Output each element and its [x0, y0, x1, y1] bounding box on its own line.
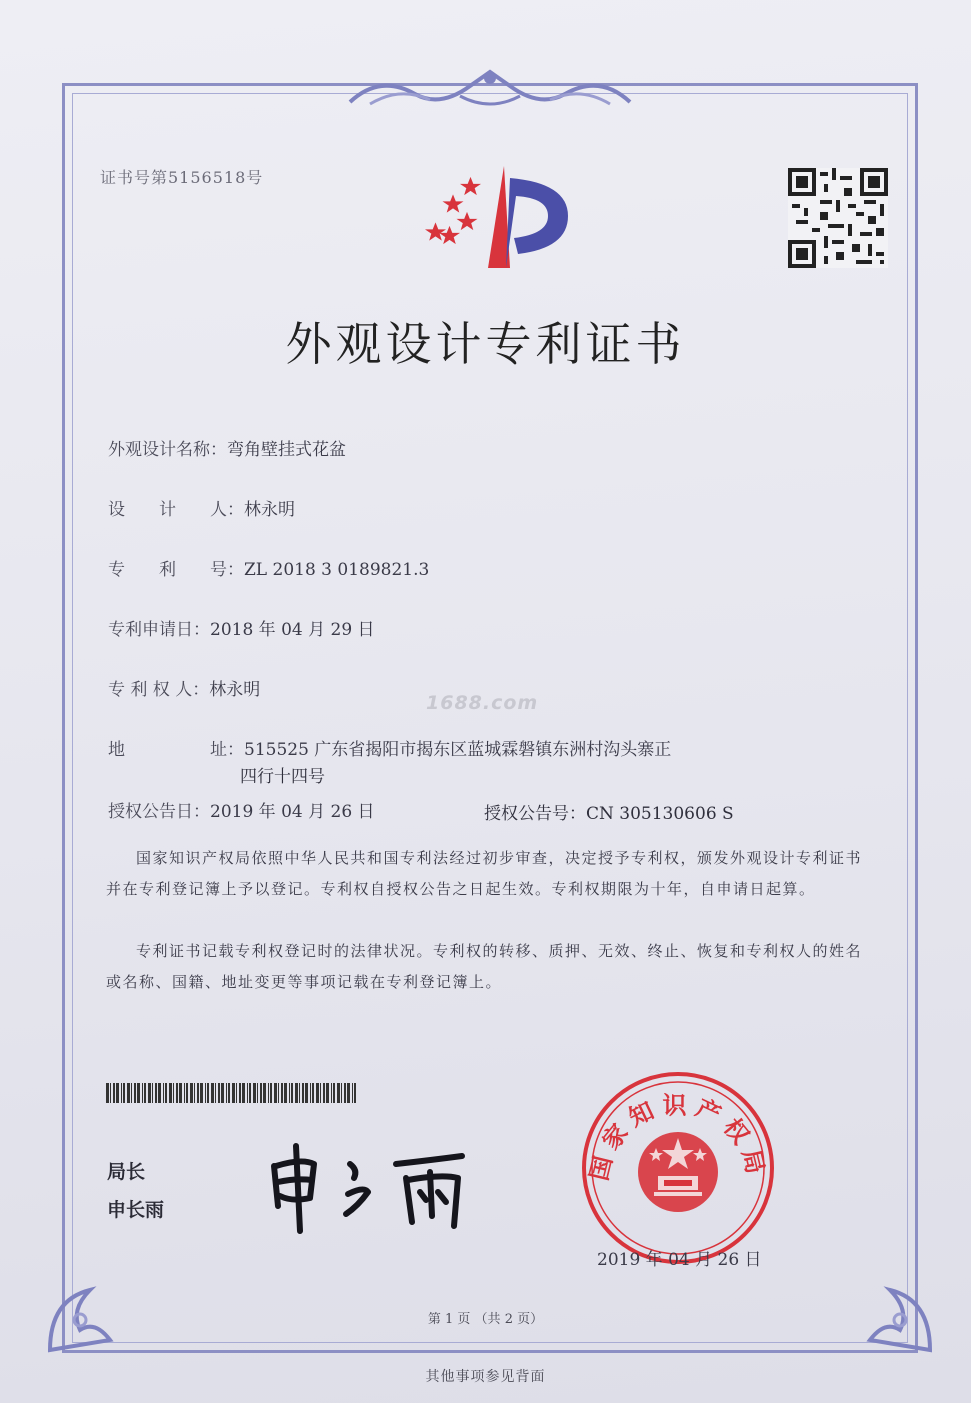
design-name-field: [108, 435, 346, 460]
qr-code-icon: [788, 168, 888, 268]
body-paragraph-1: 国家知识产权局依照中华人民共和国专利法经过初步审查，决定授予专利权，颁发外观设计专利证书并在专利登记簿上予以登记。专利权自授权公告之日起生效。专利权期限为十年，自申请日起算。: [106, 849, 863, 898]
filing-date-field: [108, 615, 375, 640]
address-value-line2: 四行十四号: [240, 767, 325, 787]
filing-date-value: 2018 年 04 月 29 日: [210, 620, 375, 640]
seal-date: 2019 年 04 月 26 日: [597, 1250, 762, 1270]
page-title: 外观设计专利证书: [285, 317, 686, 371]
footer-note: 其他事项参见背面: [425, 1369, 546, 1385]
certificate-number: 证书号第5156518号: [100, 168, 264, 187]
barcode-icon: [106, 1083, 360, 1103]
director-signature: [262, 1136, 482, 1236]
grant-date-value: 2019 年 04 月 26 日: [210, 802, 375, 822]
designer-field: [108, 495, 295, 520]
grant-date-field: [108, 797, 375, 822]
grant-number-field: [484, 799, 734, 824]
director-name: 申长雨: [107, 1199, 165, 1221]
design-name-label: 外观设计名称：: [108, 440, 227, 460]
design-name-value: 弯角壁挂式花盆: [227, 440, 346, 460]
official-seal: [578, 1068, 778, 1268]
address-field: [108, 735, 671, 760]
patentee-field: [108, 675, 260, 700]
seal-text: 国家知识产权局: [584, 1091, 772, 1184]
patent-number-label: 专 利 号：: [108, 560, 244, 580]
address-label: 地 址：: [108, 740, 244, 760]
patent-number-value: ZL 2018 3 0189821.3: [244, 560, 430, 580]
patentee-value: 林永明: [209, 680, 261, 700]
address-value-line1: 515525 广东省揭阳市揭东区蓝城霖磐镇东洲村沟头寨正: [244, 740, 672, 760]
border-frame-inner: [72, 93, 908, 1343]
director-title: 局长: [107, 1161, 146, 1183]
designer-value: 林永明: [244, 500, 295, 520]
watermark: 1688.com: [426, 692, 539, 714]
page-number: 第 1 页 （共 2 页）: [427, 1312, 544, 1327]
designer-label: 设 计 人：: [108, 500, 244, 520]
top-ornament: [340, 64, 640, 114]
patentee-label: 专 利 权 人：: [108, 680, 210, 700]
body-paragraph-2: 专利证书记载专利权登记时的法律状况。专利权的转移、质押、无效、终止、恢复和专利权人的姓名或名称、国籍、地址变更等事项记载在专利登记簿上。: [106, 942, 863, 991]
patent-number-field: [108, 555, 429, 580]
filing-date-label: 专利申请日：: [108, 620, 210, 640]
cnipa-logo-icon: [418, 158, 578, 278]
grant-number-value: CN 305130606 S: [586, 804, 734, 824]
grant-date-label: 授权公告日：: [108, 802, 210, 822]
grant-number-label: 授权公告号：: [484, 804, 586, 824]
